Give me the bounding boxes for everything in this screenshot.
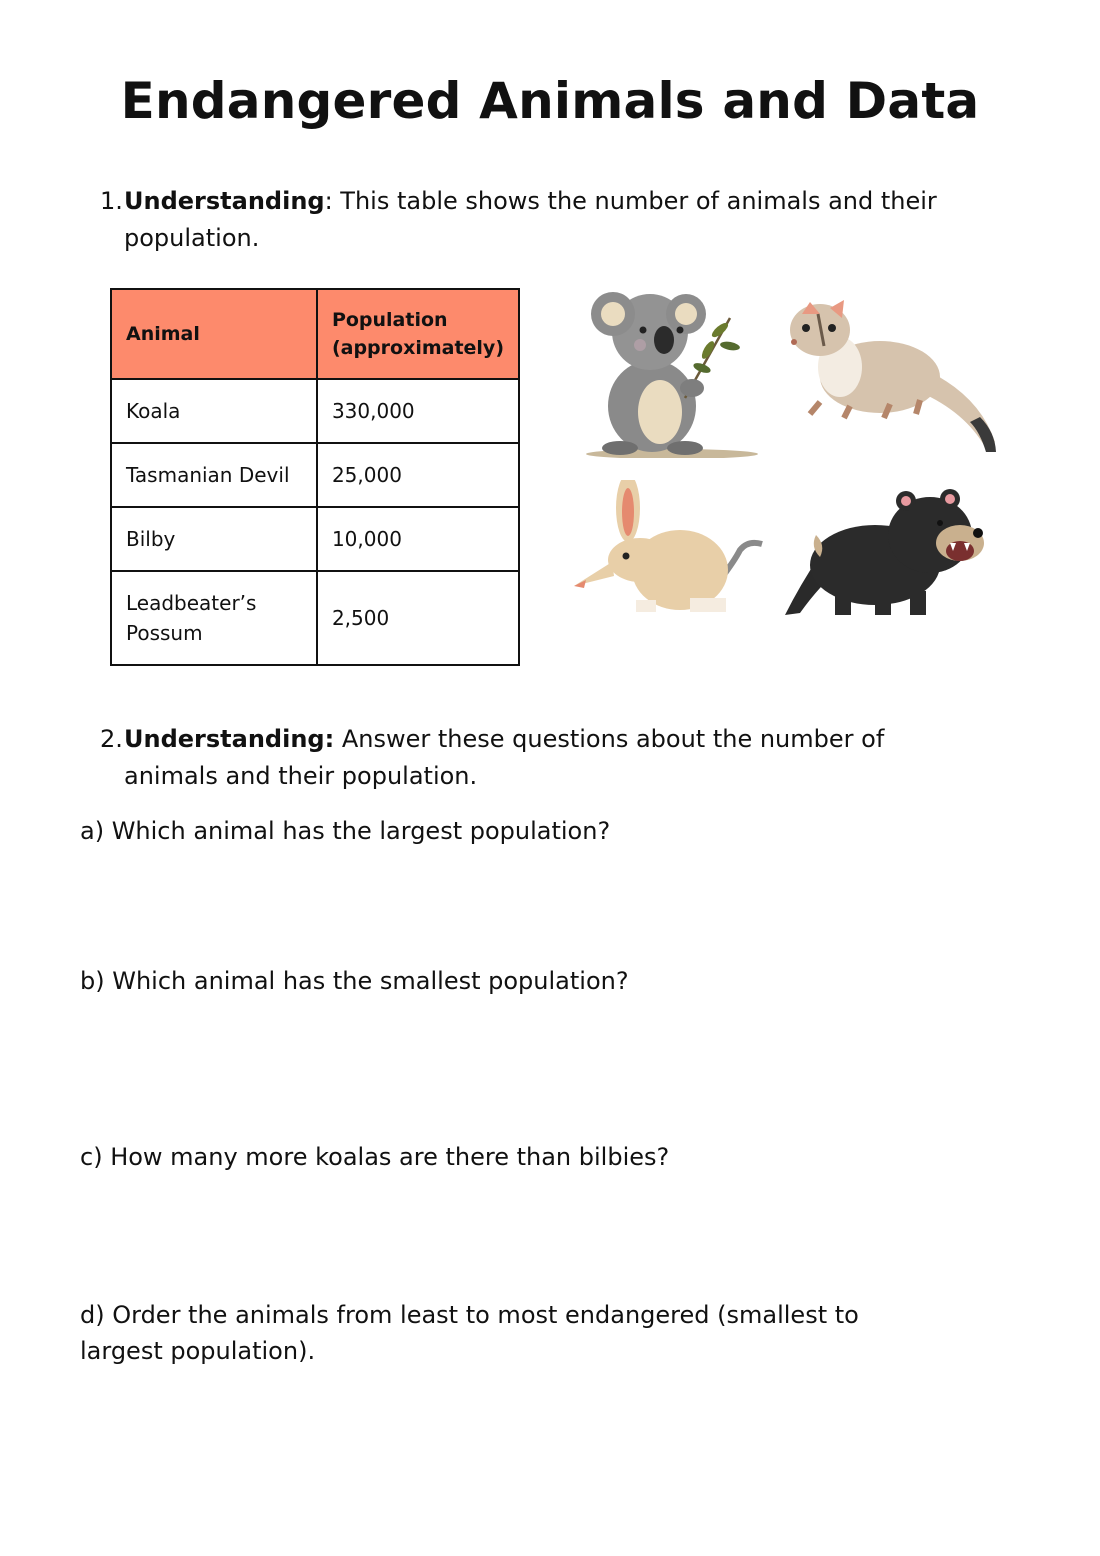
table-row [111, 443, 519, 507]
question-d: d) Order the animals from least to most endangered (smallest to largest population). [80, 1301, 859, 1365]
table-row [111, 379, 519, 443]
koala-illustration [580, 288, 770, 458]
table-cell-animal: Koala [111, 379, 317, 443]
page-title: Endangered Animals and Data [120, 72, 980, 130]
question-1-heading: Understanding [124, 187, 325, 215]
question-2 [100, 721, 980, 795]
animal-illustrations [560, 280, 1010, 630]
question-2-number: 2. [100, 725, 123, 753]
tasmanian-devil-illustration [780, 485, 990, 620]
question-1 [100, 183, 980, 257]
question-a: a) Which animal has the largest population? [80, 817, 611, 845]
table-cell-population: 2,500 [317, 571, 519, 665]
question-1-number: 1. [100, 187, 123, 215]
table-row [111, 507, 519, 571]
question-c: c) How many more koalas are there than bilbies? [80, 1143, 670, 1171]
possum-illustration [780, 292, 1000, 457]
table-header-animal: Animal [111, 289, 317, 379]
table-cell-animal: Tasmanian Devil [111, 443, 317, 507]
question-2-heading: Understanding: [124, 725, 335, 753]
population-table [110, 288, 520, 666]
table-cell-animal: Leadbeater’s Possum [111, 571, 317, 665]
question-2-text: Answer these questions about the number of animals and their population. [124, 725, 885, 790]
table-header-row [111, 289, 519, 379]
table-cell-population: 10,000 [317, 507, 519, 571]
table-row [111, 571, 519, 665]
table-cell-population: 330,000 [317, 379, 519, 443]
table-cell-population: 25,000 [317, 443, 519, 507]
question-1-text: : This table shows the number of animals and their population. [124, 187, 937, 252]
table-header-population: Population (approximately) [317, 289, 519, 379]
table-cell-animal: Bilby [111, 507, 317, 571]
bilby-illustration [570, 480, 770, 620]
question-b: b) Which animal has the smallest population? [80, 967, 629, 995]
